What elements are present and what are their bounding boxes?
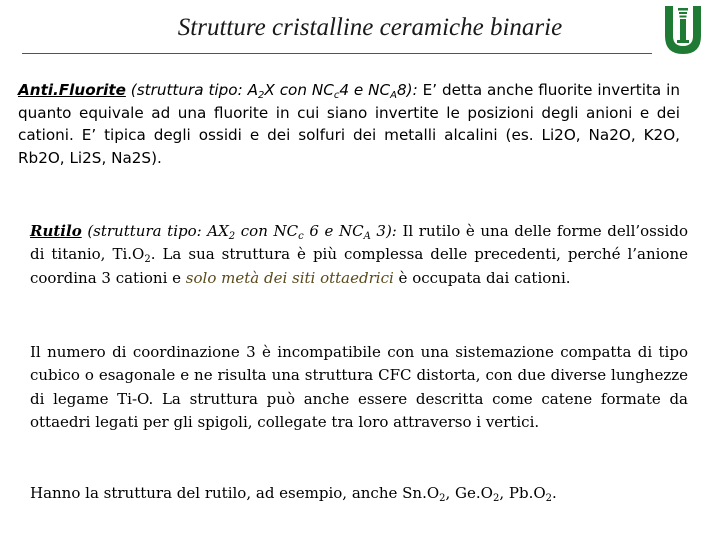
formula-part: 6 e NC: [303, 222, 364, 240]
rutilo-text: Il rutilo è una delle forme dell’ossido di titanio, Ti.O: [30, 222, 688, 264]
formula-subscript: c: [333, 90, 340, 101]
rutilo-formula: [82, 222, 397, 240]
examples-text: Hanno la struttura del rutilo, ad esempio, anche Sn.O: [30, 484, 440, 502]
formula-subscript: 2: [258, 90, 265, 101]
formula-part: (struttura tipo: AX: [81, 222, 229, 240]
formula-part: X con NC: [264, 81, 334, 99]
formula-subscript: 2: [545, 493, 553, 504]
anti-fluorite-keyword: Anti.Fluorite: [18, 81, 126, 99]
formula-subscript: A: [390, 90, 397, 101]
formula-part: con NC: [235, 222, 299, 240]
formula-subscript: A: [363, 231, 371, 242]
formula-part: 4 e NC: [339, 81, 391, 99]
university-logo-icon: [657, 2, 709, 58]
formula-part: 3):: [370, 222, 397, 240]
title-divider: [22, 53, 652, 54]
formula-subscript: 2: [492, 493, 500, 504]
anti-fluorite-formula: [126, 81, 423, 99]
rutilo-text: è occupata dai cationi.: [393, 268, 571, 287]
examples-paragraph: [30, 482, 688, 505]
formula-part: (struttura tipo: A: [125, 81, 258, 99]
formula-subscript: 2: [439, 493, 446, 504]
slide-title: Strutture cristalline ceramiche binarie: [177, 14, 563, 41]
rutilo-text: . La sua struttura è più complessa delle precedenti, perché l’anione coordina 3 cationi e: [30, 245, 689, 287]
formula-subscript: c: [298, 231, 304, 242]
rutilo-paragraph: [30, 220, 688, 290]
examples-text: , Ge.O: [445, 484, 493, 502]
anti-fluorite-text: E’ detta anche fluorite invertita in quanto equivale ad una fluorite in cui siano invertite le posizioni degli anioni e dei cationi. E’ tipica degli ossidi e dei solfuri dei metalli alcalini (es. Li2O, Na2O, K2O, Rb2O, Li2S, Na2S).: [18, 81, 680, 167]
anti-fluorite-paragraph: [18, 79, 680, 169]
coordination-paragraph: Il numero di coordinazione 3 è incompatibile con una sistemazione compatta di tipo cubico o esagonale e ne risulta una struttura CFC distorta, con due diverse lunghezze di legame Ti-O. La struttura può anche essere descritta come catene formate da ottaedri legati per gli spigoli, collegate tra loro attraverso i vertici.: [30, 343, 688, 431]
examples-text: .: [552, 484, 557, 502]
rutilo-highlight: solo metà dei siti ottaedrici: [185, 268, 394, 287]
rutilo-keyword: Rutilo: [30, 222, 82, 240]
formula-subscript: 2: [228, 231, 236, 242]
formula-part: 8):: [396, 81, 423, 99]
formula-subscript: 2: [144, 254, 151, 266]
examples-text: , Pb.O: [499, 484, 546, 502]
